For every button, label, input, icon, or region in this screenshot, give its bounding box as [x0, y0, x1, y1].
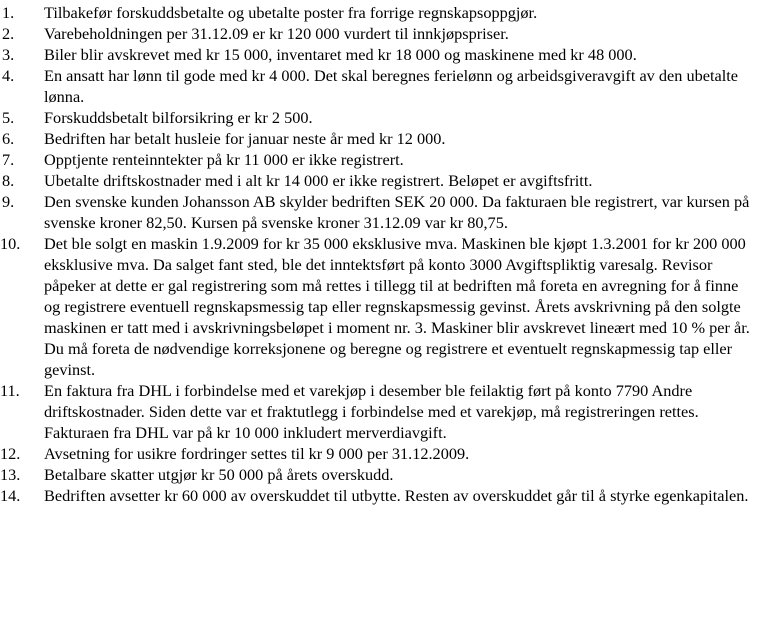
item-number: 5. — [2, 108, 15, 127]
item-number: 10. — [0, 234, 21, 253]
item-number: 1. — [2, 3, 15, 22]
item-number: 4. — [2, 66, 15, 85]
list-item — [0, 464, 755, 485]
item-number: 9. — [2, 192, 15, 211]
list-item — [0, 380, 755, 443]
item-text: Bedriften har betalt husleie for januar neste år med kr 12 000. — [44, 129, 446, 148]
list-item — [0, 443, 755, 464]
list-item — [0, 107, 755, 128]
item-number: 2. — [2, 24, 15, 43]
item-text: En faktura fra DHL i forbindelse med et varekjøp i desember ble feilaktig ført på konto 7790 Andre driftskostnader. Siden dette var et fraktutlegg i forbindelse med et varekjøp, må registreringen rettes. Fakturaen fra DHL var på kr 10 000 inkludert merverdiavgift. — [44, 381, 699, 442]
document-body — [0, 2, 755, 506]
list-item — [0, 149, 755, 170]
list-item — [0, 23, 755, 44]
item-text: Betalbare skatter utgjør kr 50 000 på årets overskudd. — [44, 465, 394, 484]
item-number: 14. — [0, 486, 21, 505]
item-text: Bedriften avsetter kr 60 000 av overskuddet til utbytte. Resten av overskuddet går til å styrke egenkapitalen. — [44, 486, 749, 505]
list-item — [0, 485, 755, 506]
item-text: Den svenske kunden Johansson AB skylder bedriften SEK 20 000. Da fakturaen ble registrert, var kursen på svenske kroner 82,50. Kursen på svenske kroner 31.12.09 var kr 80,75. — [44, 192, 750, 232]
item-number: 11. — [0, 381, 20, 400]
item-text: Forskuddsbetalt bilforsikring er kr 2 500. — [44, 108, 313, 127]
list-item — [0, 128, 755, 149]
item-text: Avsetning for usikre fordringer settes til kr 9 000 per 31.12.2009. — [44, 444, 470, 463]
item-text: Varebeholdningen per 31.12.09 er kr 120 000 vurdert til innkjøpspriser. — [44, 24, 509, 43]
list-item — [0, 2, 755, 23]
item-number: 8. — [2, 171, 15, 190]
task-list — [0, 2, 755, 506]
item-number: 6. — [2, 129, 15, 148]
item-text: Biler blir avskrevet med kr 15 000, inventaret med kr 18 000 og maskinene med kr 48 000. — [44, 45, 637, 64]
item-number: 7. — [2, 150, 15, 169]
list-item — [0, 170, 755, 191]
item-number: 3. — [2, 45, 15, 64]
list-item — [0, 191, 755, 233]
item-text: Tilbakefør forskuddsbetalte og ubetalte poster fra forrige regnskapsoppgjør. — [44, 3, 538, 22]
list-item — [0, 233, 755, 380]
list-item — [0, 44, 755, 65]
item-number: 13. — [0, 465, 21, 484]
list-item — [0, 65, 755, 107]
item-number: 12. — [0, 444, 21, 463]
item-text: Det ble solgt en maskin 1.9.2009 for kr 35 000 eksklusive mva. Maskinen ble kjøpt 1.3.2001 for kr 200 000 eksklusive mva. Da salget fant sted, ble det inntektsført på konto 3000 Avgiftspliktig varesalg. Revisor påpeker at dette er gal registrering som må rettes i tillegg til at bedriften må foreta en avregning for å finne og registrere eventuell regnskapsmessig tap eller regnskapsmessig gevinst. Årets avskrivning på den solgte maskinen er tatt med i avskrivningsbeløpet i moment nr. 3. Maskiner blir avskrevet lineært med 10 % per år. Du må foreta de nødvendige korreksjonene og beregne og registrere et eventuelt regnskapmessig tap eller gevinst. — [44, 234, 750, 379]
item-text: En ansatt har lønn til gode med kr 4 000. Det skal beregnes ferielønn og arbeidsgiveravgift av den ubetalte lønna. — [44, 66, 738, 106]
item-text: Ubetalte driftskostnader med i alt kr 14 000 er ikke registrert. Beløpet er avgiftsfritt. — [44, 171, 593, 190]
item-text: Opptjente renteinntekter på kr 11 000 er ikke registrert. — [44, 150, 404, 169]
